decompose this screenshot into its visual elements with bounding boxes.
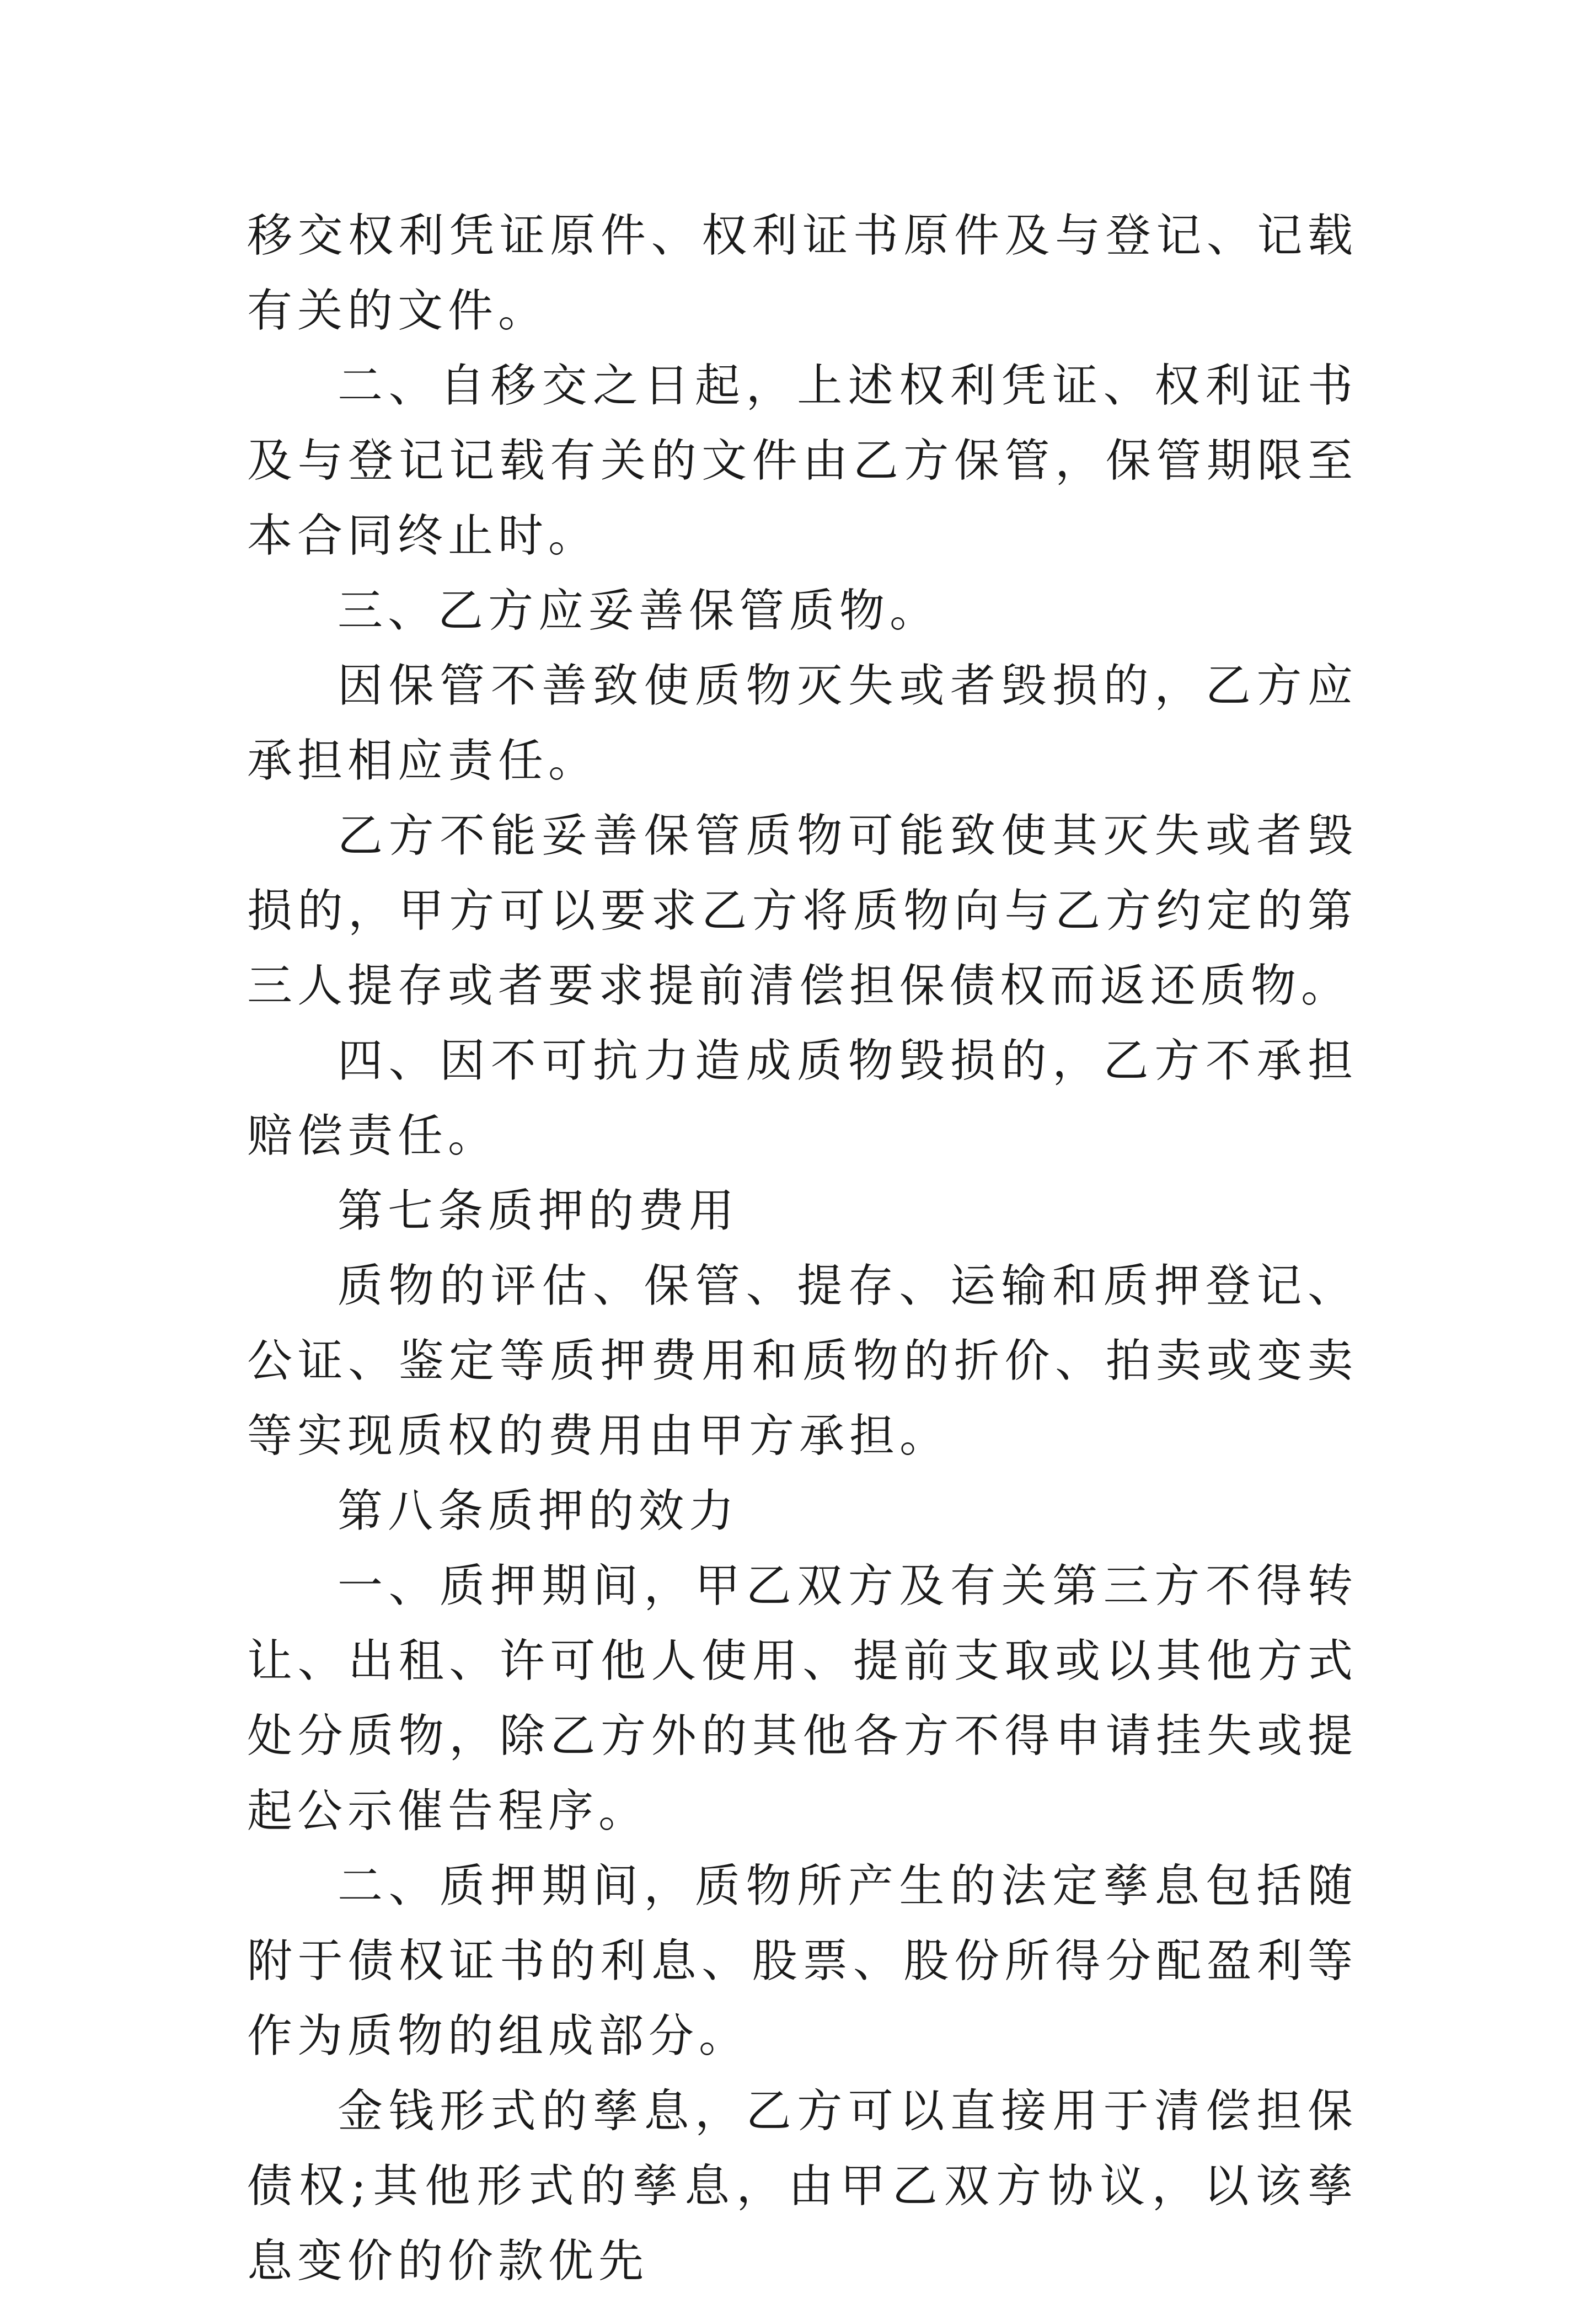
paragraph-clause-2-fruits: 二、质押期间，质物所产生的法定孳息包括随附于债权证书的利息、股票、股份所得分配盈利等作为质物的组成部分。	[247, 1860, 1358, 2062]
heading-article-7: 第七条质押的费用	[338, 1185, 740, 1237]
paragraph-pledge-expenses: 质物的评估、保管、提存、运输和质押登记、公证、鉴定等质押费用和质物的折价、拍卖或变卖等实现质权的费用由甲方承担。	[247, 1260, 1358, 1462]
paragraph-clause-2-custody: 二、自移交之日起，上述权利凭证、权利证书及与登记记载有关的文件由乙方保管，保管期限至本合同终止时。	[247, 360, 1358, 562]
heading-article-8: 第八条质押的效力	[338, 1485, 740, 1537]
paragraph-clause-1-restrictions: 一、质押期间，甲乙双方及有关第三方不得转让、出租、许可他人使用、提前支取或以其他方式处分质物，除乙方外的其他各方不得申请挂失或提起公示催告程序。	[247, 1560, 1358, 1837]
paragraph-clause-4-force-majeure: 四、因不可抗力造成质物毁损的，乙方不承担赔偿责任。	[247, 1035, 1358, 1162]
paragraph-damage-liability: 因保管不善致使质物灭失或者毁损的，乙方应承担相应责任。	[247, 660, 1358, 787]
document-body	[247, 199, 1358, 2299]
paragraph-improper-custody: 乙方不能妥善保管质物可能致使其灭失或者毁损的，甲方可以要求乙方将质物向与乙方约定的第三人提存或者要求提前清偿担保债权而返还质物。	[247, 810, 1358, 1012]
paragraph-monetary-fruits: 金钱形式的孳息，乙方可以直接用于清偿担保债权;其他形式的孳息，由甲乙双方协议，以该孳息变价的价款优先	[247, 2085, 1358, 2287]
paragraph-transfer-documents: 移交权利凭证原件、权利证书原件及与登记、记载有关的文件。	[247, 210, 1358, 337]
paragraph-clause-3-safekeeping: 三、乙方应妥善保管质物。	[338, 585, 940, 637]
